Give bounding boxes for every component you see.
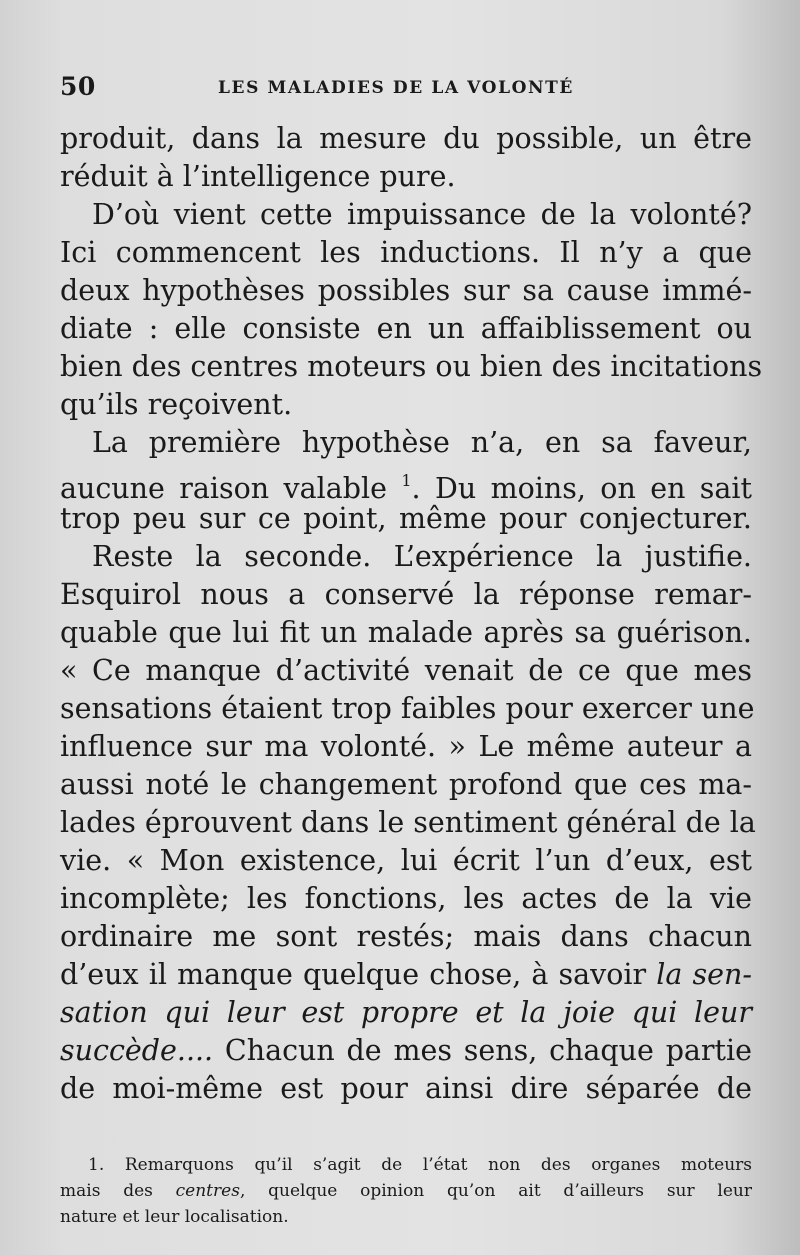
text-line: réduit à l’intelligence pure. — [60, 160, 456, 193]
text-line: lades éprouvent dans le sentiment général de la — [60, 806, 756, 839]
text-line: Ici commencent les inductions. Il n’y a que — [60, 236, 752, 269]
page-header — [60, 72, 750, 108]
text-line: sensations étaient trop faibles pour exercer une — [60, 692, 755, 725]
text-line: succède.... Chacun de mes sens, chaque partie — [60, 1034, 752, 1067]
text-line: incomplète; les fonctions, les actes de la vie — [60, 882, 752, 915]
text-line: diate : elle consiste en un affaiblissement ou — [60, 312, 752, 345]
footnote-line: 1. Remarquons qu’il s’agit de l’état non des organes moteurs — [88, 1155, 752, 1175]
text-line: D’où vient cette impuissance de la volonté? — [92, 198, 752, 231]
body-text — [60, 120, 763, 1108]
footnote — [60, 1152, 752, 1230]
text-line: deux hypothèses possibles sur sa cause immé- — [60, 274, 752, 307]
running-head: LES MALADIES DE LA VOLONTÉ — [218, 78, 574, 98]
text-line: Esquirol nous a conservé la réponse remar- — [60, 578, 752, 611]
page-number: 50 — [60, 72, 96, 101]
text-line: aussi noté le changement profond que ces ma- — [60, 768, 752, 801]
text-line: sation qui leur est propre et la joie qui leur — [60, 996, 752, 1029]
text-line: ordinaire me sont restés; mais dans chacun — [60, 920, 752, 953]
text-line: « Ce manque d’activité venait de ce que mes — [60, 654, 752, 687]
text-line: La première hypothèse n’a, en sa faveur, — [92, 426, 752, 459]
text-line: bien des centres moteurs ou bien des incitations — [60, 350, 763, 383]
text-line: aucune raison valable $^1$. Du moins, on en sait — [60, 471, 752, 505]
text-line: trop peu sur ce point, même pour conjecturer. — [60, 502, 752, 535]
text-line: Reste la seconde. L’expérience la justifie. — [92, 540, 752, 573]
text-line: quable que lui fit un malade après sa guérison. — [60, 616, 752, 649]
footnote-marker: 1 — [401, 471, 412, 490]
text-line: qu’ils reçoivent. — [60, 388, 293, 421]
text-line: produit, dans la mesure du possible, un être — [60, 122, 752, 155]
footnote-line: mais des centres, quelque opinion qu’on ait d’ailleurs sur leur — [60, 1181, 752, 1201]
footnote-line: nature et leur localisation. — [60, 1207, 289, 1227]
text-line: de moi-même est pour ainsi dire séparée de — [60, 1072, 752, 1105]
text-line: influence sur ma volonté. » Le même auteur a — [60, 730, 752, 763]
text-line: d’eux il manque quelque chose, à savoir la sen- — [60, 958, 752, 991]
text-line: vie. « Mon existence, lui écrit l’un d’eux, est — [60, 844, 752, 877]
